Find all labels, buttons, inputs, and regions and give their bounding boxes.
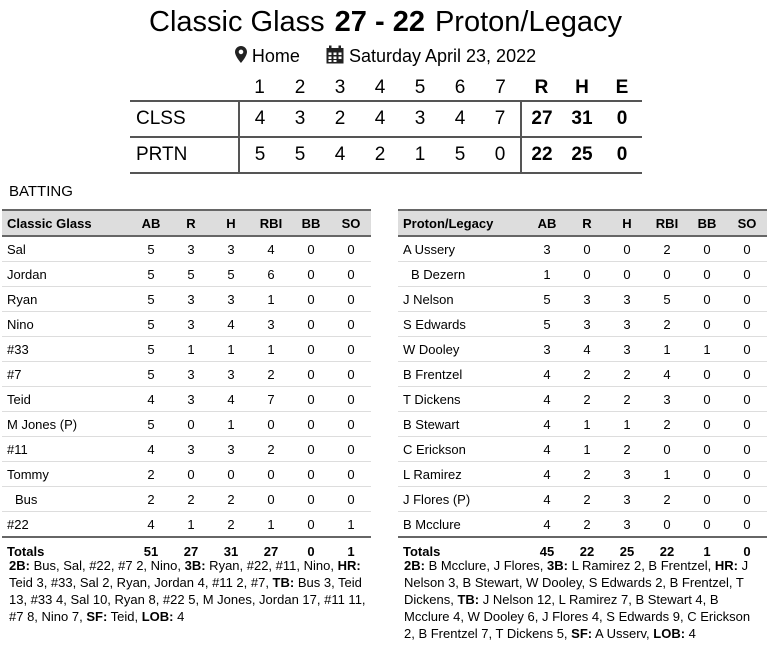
- note-text: Bus, Sal, #22, #7 2, Nino,: [29, 558, 185, 573]
- stat-cell: 0: [687, 462, 727, 487]
- inning-score: 4: [360, 101, 400, 137]
- stat-cell: 1: [567, 412, 607, 437]
- stat-cell: 3: [607, 337, 647, 362]
- stat-cell: 2: [567, 487, 607, 512]
- stat-cell: 2: [567, 462, 607, 487]
- player-row: [398, 487, 767, 512]
- inning-header: 4: [374, 77, 386, 98]
- stat-cell: 4: [527, 462, 567, 487]
- stat-cell: 0: [647, 512, 687, 538]
- stat-cell: 3: [527, 236, 567, 262]
- away-batting-notes: [9, 557, 371, 625]
- stat-cell: 4: [211, 387, 251, 412]
- total-cell: 0: [727, 537, 767, 564]
- stat-cell: 4: [527, 487, 567, 512]
- errors-header: E: [615, 77, 629, 98]
- stat-cell: 0: [211, 462, 251, 487]
- inning-score: 4: [320, 137, 360, 173]
- note-label: TB:: [457, 592, 480, 607]
- stat-cell: 2: [647, 312, 687, 337]
- stat-cell: 5: [131, 312, 171, 337]
- stat-cell: 7: [251, 387, 291, 412]
- inning-header: 3: [334, 77, 346, 98]
- stat-cell: 0: [727, 262, 767, 287]
- stat-column-header: AB: [527, 210, 567, 236]
- note-text: Ryan, #22, #11, Nino,: [205, 558, 338, 573]
- player-row: [2, 462, 371, 487]
- stat-cell: 0: [607, 262, 647, 287]
- runs-total: 27: [521, 101, 562, 137]
- note-label: 2B:: [9, 558, 30, 573]
- note-text: A Usserv,: [592, 626, 654, 641]
- total-cell: 45: [527, 537, 567, 564]
- stat-cell: 1: [251, 337, 291, 362]
- player-row: [398, 387, 767, 412]
- stat-cell: 5: [171, 262, 211, 287]
- player-name: #11: [2, 437, 131, 462]
- stat-cell: 5: [211, 262, 251, 287]
- hits-total: 25: [562, 137, 602, 173]
- hits-header: H: [575, 77, 589, 98]
- note-label: 3B:: [547, 558, 568, 573]
- stat-cell: 0: [331, 362, 371, 387]
- stat-cell: 1: [171, 512, 211, 538]
- stat-cell: 0: [727, 462, 767, 487]
- stat-cell: 3: [527, 337, 567, 362]
- stat-cell: 0: [727, 437, 767, 462]
- stat-cell: 4: [251, 236, 291, 262]
- stat-cell: 2: [607, 437, 647, 462]
- stat-cell: 2: [171, 487, 211, 512]
- stat-cell: 0: [291, 387, 331, 412]
- player-row: [2, 362, 371, 387]
- stat-cell: 3: [171, 387, 211, 412]
- stat-cell: 2: [251, 362, 291, 387]
- player-name: L Ramirez: [398, 462, 527, 487]
- stat-cell: 0: [331, 412, 371, 437]
- note-text: 4: [173, 609, 185, 624]
- stat-cell: 0: [607, 236, 647, 262]
- stat-cell: 0: [687, 287, 727, 312]
- stat-cell: 4: [527, 512, 567, 538]
- player-name: J Flores (P): [398, 487, 527, 512]
- stat-cell: 0: [331, 387, 371, 412]
- player-row: [2, 236, 371, 262]
- player-row: [2, 312, 371, 337]
- note-label: HR:: [714, 558, 738, 573]
- player-name: B Mcclure: [398, 512, 527, 538]
- stat-cell: 2: [607, 362, 647, 387]
- stat-cell: 0: [331, 287, 371, 312]
- stat-cell: 1: [567, 437, 607, 462]
- stat-column-header: RBI: [647, 210, 687, 236]
- stat-cell: 0: [687, 262, 727, 287]
- stat-cell: 5: [647, 287, 687, 312]
- stat-cell: 3: [647, 387, 687, 412]
- away-batting-table: [2, 209, 371, 564]
- player-name: Nino: [2, 312, 131, 337]
- player-name: Ryan: [2, 287, 131, 312]
- total-cell: 1: [687, 537, 727, 564]
- stat-cell: 0: [171, 462, 211, 487]
- stat-cell: 3: [607, 312, 647, 337]
- stat-cell: 1: [687, 337, 727, 362]
- stat-cell: 0: [251, 487, 291, 512]
- stat-cell: 3: [171, 437, 211, 462]
- note-label: LOB:: [141, 609, 174, 624]
- stat-cell: 0: [687, 487, 727, 512]
- stat-cell: 0: [727, 387, 767, 412]
- player-name: Sal: [2, 236, 131, 262]
- stat-cell: 3: [211, 287, 251, 312]
- stat-cell: 5: [131, 362, 171, 387]
- stat-cell: 3: [171, 362, 211, 387]
- stat-cell: 2: [211, 487, 251, 512]
- inning-score: 3: [400, 101, 440, 137]
- player-row: [398, 312, 767, 337]
- stat-cell: 2: [647, 487, 687, 512]
- stat-column-header: R: [171, 210, 211, 236]
- stat-cell: 0: [331, 462, 371, 487]
- player-name: Bus: [2, 487, 131, 512]
- stat-cell: 1: [211, 337, 251, 362]
- stat-cell: 1: [251, 512, 291, 538]
- note-label: HR:: [337, 558, 361, 573]
- stat-cell: 0: [291, 312, 331, 337]
- stat-cell: 0: [567, 236, 607, 262]
- stat-cell: 0: [331, 437, 371, 462]
- stat-cell: 0: [727, 412, 767, 437]
- stat-cell: 4: [527, 412, 567, 437]
- stat-cell: 4: [131, 512, 171, 538]
- stat-cell: 0: [291, 462, 331, 487]
- home-batting-notes: [404, 557, 762, 642]
- stat-cell: 0: [727, 236, 767, 262]
- player-name: #7: [2, 362, 131, 387]
- stat-cell: 4: [567, 337, 607, 362]
- errors-total: 0: [602, 137, 642, 173]
- stat-cell: 0: [567, 262, 607, 287]
- total-cell: 51: [131, 537, 171, 564]
- stat-cell: 1: [527, 262, 567, 287]
- stat-cell: 5: [131, 412, 171, 437]
- game-title: [0, 4, 771, 40]
- stat-column-header: H: [211, 210, 251, 236]
- stat-cell: 0: [687, 312, 727, 337]
- stat-cell: 0: [647, 262, 687, 287]
- note-text: L Ramirez 2, B Frentzel,: [567, 558, 715, 573]
- total-cell: 31: [211, 537, 251, 564]
- stat-cell: 2: [567, 362, 607, 387]
- location-text: Home: [251, 46, 300, 66]
- inning-header: 7: [495, 77, 506, 98]
- stat-cell: 3: [211, 362, 251, 387]
- stat-cell: 0: [727, 512, 767, 538]
- team-column-header: Classic Glass: [2, 210, 131, 236]
- stat-cell: 0: [331, 312, 371, 337]
- linescore-header-team: [130, 76, 239, 101]
- stat-cell: 3: [251, 312, 291, 337]
- stat-cell: 3: [567, 287, 607, 312]
- inning-score: 4: [239, 101, 280, 137]
- stat-column-header: R: [567, 210, 607, 236]
- stat-cell: 1: [251, 287, 291, 312]
- stat-cell: 0: [687, 437, 727, 462]
- player-row: [2, 437, 371, 462]
- stat-cell: 3: [211, 437, 251, 462]
- linescore-team: PRTN: [130, 137, 239, 173]
- player-row: [2, 412, 371, 437]
- inning-header: 1: [254, 77, 265, 98]
- stat-cell: 2: [607, 387, 647, 412]
- stat-cell: 2: [251, 437, 291, 462]
- stat-cell: 2: [567, 387, 607, 412]
- stat-cell: 3: [171, 287, 211, 312]
- stat-column-header: RBI: [251, 210, 291, 236]
- runs-total: 22: [521, 137, 562, 173]
- batting-section-label: BATTING: [9, 183, 73, 200]
- errors-total: 0: [602, 101, 642, 137]
- totals-label: Totals: [398, 537, 527, 564]
- stat-cell: 0: [331, 487, 371, 512]
- stat-cell: 1: [331, 512, 371, 538]
- home-team-name: Proton/Legacy: [434, 6, 622, 38]
- stat-cell: 0: [251, 412, 291, 437]
- player-row: [398, 362, 767, 387]
- stat-cell: 0: [647, 437, 687, 462]
- stat-cell: 1: [607, 412, 647, 437]
- inning-score: 3: [280, 101, 320, 137]
- final-score: 27 - 22: [334, 6, 425, 38]
- player-row: [2, 337, 371, 362]
- inning-header: 6: [454, 77, 466, 98]
- stat-cell: 0: [331, 236, 371, 262]
- player-name: B Frentzel: [398, 362, 527, 387]
- player-name: B Stewart: [398, 412, 527, 437]
- note-text: B Mcclure, J Flores,: [424, 558, 548, 573]
- player-row: [398, 262, 767, 287]
- stat-cell: 5: [131, 236, 171, 262]
- player-row: [2, 287, 371, 312]
- player-name: #33: [2, 337, 131, 362]
- note-text: Teid 3, #33, Sal 2, Ryan, Jordan 4, #11 2, #7,: [9, 575, 273, 590]
- stat-cell: 0: [727, 337, 767, 362]
- linescore-team: CLSS: [130, 101, 239, 137]
- stat-cell: 0: [687, 362, 727, 387]
- total-cell: 27: [251, 537, 291, 564]
- stat-cell: 3: [607, 462, 647, 487]
- player-name: C Erickson: [398, 437, 527, 462]
- stat-cell: 0: [291, 412, 331, 437]
- stat-cell: 3: [607, 487, 647, 512]
- stat-cell: 0: [331, 262, 371, 287]
- stat-cell: 3: [211, 236, 251, 262]
- player-row: [398, 337, 767, 362]
- total-cell: 1: [331, 537, 371, 564]
- stat-cell: 4: [211, 312, 251, 337]
- player-row: [2, 512, 371, 538]
- player-name: A Ussery: [398, 236, 527, 262]
- stat-cell: 3: [607, 287, 647, 312]
- stat-cell: 5: [527, 287, 567, 312]
- stat-cell: 0: [331, 337, 371, 362]
- team-column-header: Proton/Legacy: [398, 210, 527, 236]
- game-date: Saturday April 23, 2022: [348, 46, 537, 66]
- player-name: #22: [2, 512, 131, 538]
- inning-score: 1: [400, 137, 440, 173]
- stat-cell: 0: [291, 287, 331, 312]
- player-name: W Dooley: [398, 337, 527, 362]
- inning-score: 4: [440, 101, 480, 137]
- note-label: SF:: [571, 626, 593, 641]
- total-cell: 25: [607, 537, 647, 564]
- stat-cell: 0: [251, 462, 291, 487]
- player-row: [398, 437, 767, 462]
- inning-score: 5: [440, 137, 480, 173]
- runs-header: R: [534, 77, 549, 98]
- stat-cell: 0: [687, 412, 727, 437]
- stat-column-header: SO: [331, 210, 371, 236]
- inning-score: 5: [280, 137, 320, 173]
- note-text: Teid,: [107, 609, 142, 624]
- player-name: T Dickens: [398, 387, 527, 412]
- stat-cell: 0: [687, 512, 727, 538]
- stat-cell: 4: [647, 362, 687, 387]
- player-row: [398, 512, 767, 538]
- player-row: [2, 487, 371, 512]
- stat-cell: 4: [131, 437, 171, 462]
- inning-score: 0: [480, 137, 521, 173]
- note-label: 3B:: [184, 558, 206, 573]
- inning-header: 5: [414, 77, 426, 98]
- stat-cell: 0: [291, 512, 331, 538]
- stat-cell: 2: [211, 512, 251, 538]
- stat-cell: 0: [727, 362, 767, 387]
- player-name: B Dezern: [398, 262, 527, 287]
- stat-cell: 5: [527, 312, 567, 337]
- total-cell: 22: [567, 537, 607, 564]
- stat-cell: 0: [727, 312, 767, 337]
- note-label: 2B:: [404, 558, 425, 573]
- stat-cell: 0: [727, 487, 767, 512]
- stat-cell: 3: [171, 236, 211, 262]
- stat-cell: 0: [687, 387, 727, 412]
- inning-score: 7: [480, 101, 521, 137]
- player-row: [398, 462, 767, 487]
- stat-cell: 4: [527, 387, 567, 412]
- inning-score: 2: [360, 137, 400, 173]
- stat-cell: 2: [567, 512, 607, 538]
- stat-column-header: H: [607, 210, 647, 236]
- player-name: Teid: [2, 387, 131, 412]
- stat-cell: 6: [251, 262, 291, 287]
- stat-cell: 4: [527, 437, 567, 462]
- player-name: J Nelson: [398, 287, 527, 312]
- stat-cell: 4: [527, 362, 567, 387]
- stat-cell: 4: [131, 387, 171, 412]
- stat-cell: 2: [131, 487, 171, 512]
- stat-cell: 5: [131, 287, 171, 312]
- stat-cell: 5: [131, 262, 171, 287]
- stat-cell: 0: [291, 437, 331, 462]
- inning-score: 2: [320, 101, 360, 137]
- stat-column-header: BB: [687, 210, 727, 236]
- stat-cell: 2: [131, 462, 171, 487]
- note-text: J Nelson 3, B Stewart, W Dooley, S Edwards 2, B Frentzel, T Dickens,: [404, 558, 749, 607]
- stat-cell: 1: [647, 462, 687, 487]
- stat-cell: 3: [607, 512, 647, 538]
- calendar-icon: [326, 45, 344, 70]
- inning-header: 2: [294, 77, 306, 98]
- stat-column-header: SO: [727, 210, 767, 236]
- stat-cell: 0: [171, 412, 211, 437]
- stat-cell: 0: [291, 262, 331, 287]
- note-label: TB:: [272, 575, 295, 590]
- total-cell: 0: [291, 537, 331, 564]
- player-row: [2, 262, 371, 287]
- stat-cell: 0: [291, 487, 331, 512]
- player-row: [398, 412, 767, 437]
- linescore-row-home: [130, 137, 642, 173]
- note-text: J Nelson 12, L Ramirez 7, B Stewart 4, B Mcclure 4, W Dooley 6, J Flores 4, S Edwards 9, C Erickson 2, B Frentzel 7, T Dickens 5,: [404, 592, 751, 641]
- player-row: [2, 387, 371, 412]
- stat-cell: 0: [291, 362, 331, 387]
- away-team-name: Classic Glass: [149, 6, 325, 38]
- stat-cell: 1: [647, 337, 687, 362]
- player-row: [398, 236, 767, 262]
- linescore-table: [130, 76, 642, 174]
- player-name: Tommy: [2, 462, 131, 487]
- stat-cell: 2: [647, 236, 687, 262]
- note-label: LOB:: [653, 626, 686, 641]
- location-pin-icon: [235, 45, 247, 69]
- stat-column-header: BB: [291, 210, 331, 236]
- note-text: Bus 3, Teid 13, #33 4, Sal 10, Ryan 8, #22 5, M Jones, Jordan 17, #11 11, #7 8, Nino 7,: [9, 575, 366, 624]
- stat-column-header: AB: [131, 210, 171, 236]
- linescore-row-away: [130, 101, 642, 137]
- stat-cell: 2: [647, 412, 687, 437]
- stat-cell: 1: [171, 337, 211, 362]
- inning-score: 5: [239, 137, 280, 173]
- player-name: M Jones (P): [2, 412, 131, 437]
- stat-cell: 0: [291, 236, 331, 262]
- totals-label: Totals: [2, 537, 131, 564]
- total-cell: 22: [647, 537, 687, 564]
- stat-cell: 3: [567, 312, 607, 337]
- player-name: Jordan: [2, 262, 131, 287]
- note-label: SF:: [86, 609, 108, 624]
- player-row: [398, 287, 767, 312]
- stat-cell: 3: [171, 312, 211, 337]
- note-text: 4: [685, 626, 696, 641]
- stat-cell: 0: [687, 236, 727, 262]
- stat-cell: 0: [291, 337, 331, 362]
- stat-cell: 5: [131, 337, 171, 362]
- player-name: S Edwards: [398, 312, 527, 337]
- stat-cell: 1: [211, 412, 251, 437]
- home-batting-table: [398, 209, 767, 564]
- total-cell: 27: [171, 537, 211, 564]
- game-info: [0, 44, 771, 70]
- hits-total: 31: [562, 101, 602, 137]
- stat-cell: 0: [727, 287, 767, 312]
